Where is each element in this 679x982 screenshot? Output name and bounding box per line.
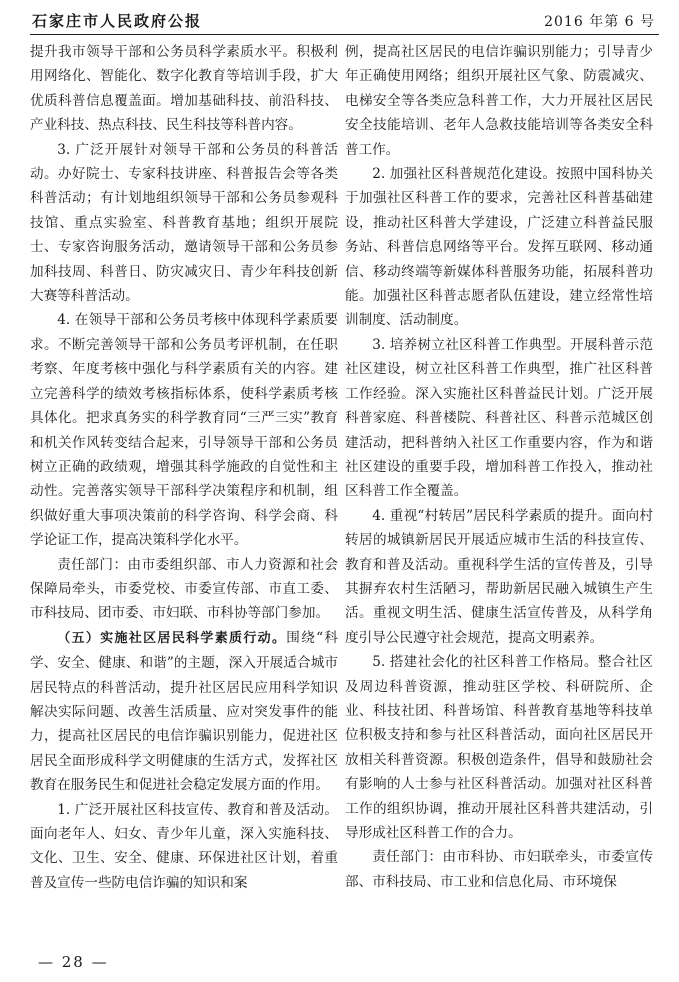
paragraph: 例，提高社区居民的电信诈骗识别能力；引导青少年正确使用网络；组织开展社区气象、防震减灾、电梯安全等各类应急科普工作，大力开展社区居民安全技能培训、老年人急救技能培训等各类安全科普工作。 — [345, 44, 653, 158]
paragraph: 4. 在领导干部和公务员考核中体现科学素质要求。不断完善领导干部和公务员考评机制，在任职考察、年度考核中强化与科学素质有关的内容。建立完善科学的绩效考核指标体系，使科学素质考核具体化。把求真务实的科学教育同“三严三实”教育和机关作风转变结合起来，引导领导干部和公务员树立正确的政绩观，增强其科学施政的自觉性和主动性。完善落实领导干部科学决策程序和机制，组织做好重大事项决策前的科学咨询、科学会商、科学论证工作，提高决策科学化水平。 — [30, 312, 338, 549]
responsibility-paragraph: 责任部门：由市科协、市妇联牵头，市委宣传部、市科技局、市工业和信息化局、市环境保 — [345, 849, 653, 890]
page-number: — 28 — — [38, 953, 109, 971]
paragraph: 5. 搭建社会化的社区科普工作格局。整合社区及周边科普资源，推动驻区学校、科研院所、企业、科技社团、科普场馆、科普教育基地等科技单位积极支持和参与社区科普活动，面向社区居民开放相关科普资源。积极创造条件，倡导和鼓励社会有影响的人士参与社区科普活动。加强对社区科普工作的组织协调，推动开展社区科普共建活动，引导形成社区科普工作的合力。 — [345, 654, 653, 841]
paragraph: 1. 广泛开展社区科技宣传、教育和普及活动。面向老年人、妇女、青少年儿童，深入实施科技、文化、卫生、安全、健康、环保进社区计划，着重普及宣传一些防电信诈骗的知识和案 — [30, 801, 338, 891]
section-paragraph — [30, 626, 338, 798]
section-text: 围绕“科学、安全、健康、和谐”的主题，深入开展适合城市居民特点的科普活动，提升社区居民应用科学知识解决实际问题、改善生活质量、应对突发事件的能力，提高社区居民的电信诈骗识别能力，促进社区居民全面形成科学文明健康的生活方式，发挥社区教育在服务民生和促进社会稳定发展方面的作用。 — [30, 629, 338, 794]
section-heading: （五）实施社区居民科学素质行动。 — [57, 630, 287, 646]
issue-number: 2016 年第 6 号 — [544, 14, 655, 30]
gazette-title: 石家庄市人民政府公报 — [32, 12, 203, 30]
responsibility-paragraph: 责任部门：由市委组织部、市人力资源和社会保障局牵头，市委党校、市委宣传部、市直工委、市科技局、团市委、市妇联、市科协等部门参加。 — [30, 556, 338, 622]
paragraph: 4. 重视“村转居”居民科学素质的提升。面向村转居的城镇新居民开展适应城市生活的科技宣传、教育和普及活动。重视科学生活的宣传普及，引导其摒弃农村生活陋习，帮助新居民融入城镇生产生活。重视文明生活、健康生活宣传普及，从科学角度引导公民遵守社会规范，提高文明素养。 — [345, 507, 653, 646]
paragraph: 2. 加强社区科普规范化建设。按照中国科协关于加强社区科普工作的要求，完善社区科普基础建设，推动社区科普大学建设，广泛建立科普益民服务站、科普信息网络等平台。发挥互联网、移动通信、移动终端等新媒体科普服务功能，拓展科普功能。加强社区科普志愿者队伍建设，建立经常性培训制度、活动制度。 — [345, 166, 653, 329]
left-column — [30, 40, 338, 895]
paragraph: 提升我市领导干部和公务员科学素质水平。积极利用网络化、智能化、数字化教育等培训手段，扩大优质科普信息覆盖面。增加基础科技、前沿科技、产业科技、热点科技、民生科技等科普内容。 — [30, 44, 338, 134]
paragraph: 3. 培养树立社区科普工作典型。开展科普示范社区建设，树立社区科普工作典型，推广社区科普工作经验。深入实施社区科普益民计划。广泛开展科普家庭、科普楼院、科普社区、科普示范城区创建活动，把科普纳入社区工作重要内容，作为和谐社区建设的重要手段，增加科普工作投入，推动社区科普工作全覆盖。 — [345, 336, 653, 500]
page-header — [30, 8, 659, 35]
paragraph: 3. 广泛开展针对领导干部和公务员的科普活动。办好院士、专家科技讲座、科普报告会等各类科普活动；有计划地组织领导干部和公务员参观科技馆、重点实验室、科普教育基地；组织开展院士、专家咨询服务活动，邀请领导干部和公务员参加科技周、科普日、防灾减灾日、青少年科技创新大赛等科普活动。 — [30, 141, 338, 305]
right-column — [345, 40, 653, 894]
